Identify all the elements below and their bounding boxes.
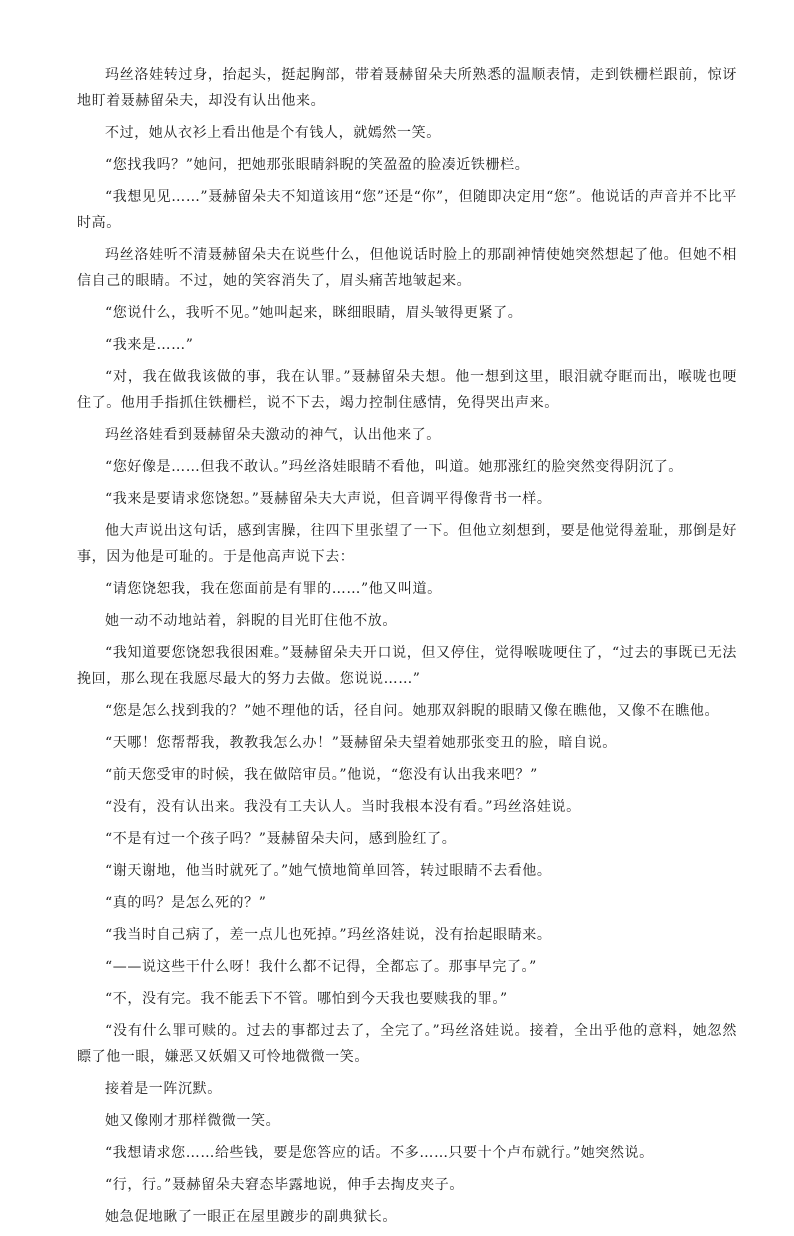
paragraph: “我来是要请求您饶恕。”聂赫留朵夫大声说，但音调平得像背书一样。 [105,491,552,507]
paragraph: 不过，她从衣衫上看出他是个有钱人，就嫣然一笑。 [105,125,441,141]
paragraph: “没有什么罪可赎的。过去的事都过去了，全完了。”玛丝洛娃说。接着，全出乎他的意料，她忽然瞟了他一眼，嫌恶又妖媚又可怜地微微一笑。 [77,1023,737,1065]
paragraph: “不是有过一个孩子吗？”聂赫留朵夫问，感到脸红了。 [105,831,457,847]
paragraph: 玛丝洛娃转过身，抬起头，挺起胸部，带着聂赫留朵夫所熟悉的温顺表情，走到铁栅栏跟前，惊讶地盯着聂赫留朵夫，却没有认出他来。 [77,67,737,109]
paragraph: “对，我在做我该做的事，我在认罪。”聂赫留朵夫想。他一想到这里，眼泪就夺眶而出，喉咙也哽住了。他用手指抓住铁栅栏，说不下去，竭力控制住感情，免得哭出声来。 [77,369,737,411]
paragraph: “谢天谢地，他当时就死了。”她气愤地简单回答，转过眼睛不去看他。 [105,863,552,879]
paragraph: “前天您受审的时候，我在做陪审员。”他说，“您没有认出我来吧？” [105,767,538,783]
paragraph: “——说这些干什么呀！我什么都不记得，全都忘了。那事早完了。” [105,959,537,975]
document-page [77,62,737,1236]
paragraph: “我想见见……”聂赫留朵夫不知道该用“您”还是“你”，但随即决定用“您”。他说话的声音并不比平时高。 [77,189,737,231]
paragraph: 玛丝洛娃看到聂赫留朵夫激动的神气，认出他来了。 [105,427,441,443]
paragraph: “您是怎么找到我的？”她不理他的话，径自问。她那双斜睨的眼睛又像在瞧他，又像不在瞧他。 [105,703,720,719]
paragraph: “真的吗？是怎么死的？” [105,895,267,911]
paragraph: “我当时自己病了，差一点儿也死掉。”玛丝洛娃说，没有抬起眼睛来。 [105,927,552,943]
paragraph: 玛丝洛娃听不清聂赫留朵夫在说些什么，但他说话时脸上的那副神情使她突然想起了他。但她不相信自己的眼睛。不过，她的笑容消失了，眉头痛苦地皱起来。 [77,247,737,289]
paragraph: 她急促地瞅了一眼正在屋里踱步的副典狱长。 [105,1209,397,1225]
paragraph: “您找我吗？”她问，把她那张眼睛斜睨的笑盈盈的脸凑近铁栅栏。 [105,157,530,173]
paragraph: “我知道要您饶恕我很困难。”聂赫留朵夫开口说，但又停住，觉得喉咙哽住了，“过去的事既已无法挽回，那么现在我愿尽最大的努力去做。您说说……” [77,645,737,687]
paragraph: “我想请求您……给些钱，要是您答应的话。不多……只要十个卢布就行。”她突然说。 [105,1145,654,1161]
paragraph: “您好像是……但我不敢认。”玛丝洛娃眼睛不看他，叫道。她那涨红的脸突然变得阴沉了。 [105,459,683,475]
paragraph: “天哪！您帮帮我，教教我怎么办！”聂赫留朵夫望着她那张变丑的脸，暗自说。 [105,735,617,751]
paragraph: 她又像刚才那样微微一笑。 [105,1113,281,1129]
paragraph: 他大声说出这句话，感到害臊，往四下里张望了一下。但他立刻想到，要是他觉得羞耻，那倒是好事，因为他是可耻的。于是他高声说下去： [77,523,737,565]
paragraph: “您说什么，我听不见。”她叫起来，眯细眼睛，眉头皱得更紧了。 [105,305,523,321]
paragraph: “请您饶恕我，我在您面前是有罪的……”他又叫道。 [105,581,442,597]
paragraph: “不，没有完。我不能丢下不管。哪怕到今天我也要赎我的罪。” [105,991,508,1007]
paragraph: 她一动不动地站着，斜睨的目光盯住他不放。 [105,613,397,629]
paragraph: “我来是……” [105,337,194,353]
paragraph: 接着是一阵沉默。 [105,1081,222,1097]
paragraph: “没有，没有认出来。我没有工夫认人。当时我根本没有看。”玛丝洛娃说。 [105,799,581,815]
paragraph: “行，行。”聂赫留朵夫窘态毕露地说，伸手去掏皮夹子。 [105,1177,464,1193]
